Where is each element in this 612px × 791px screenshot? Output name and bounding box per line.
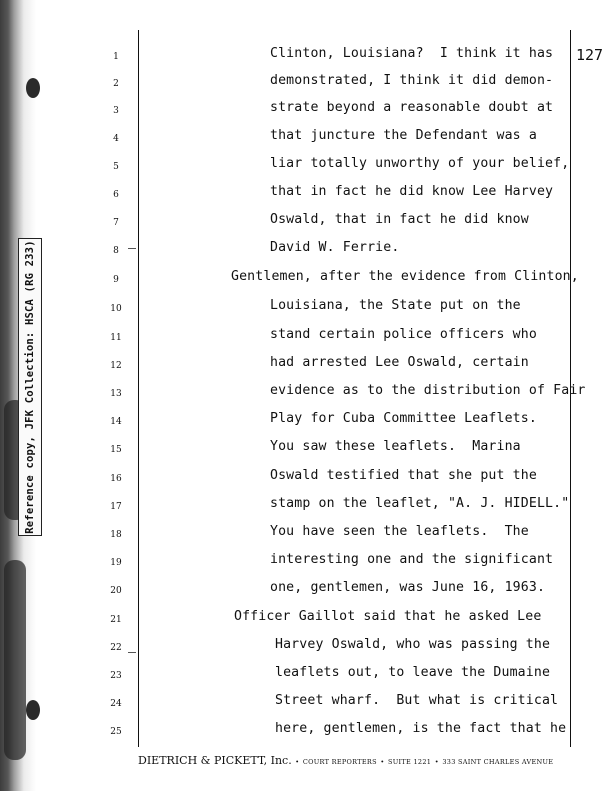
- binder-hole: [26, 78, 40, 98]
- transcript-line: Oswald, that in fact he did know: [270, 212, 529, 227]
- transcript-line: You saw these leaflets. Marina: [270, 439, 521, 454]
- line-number: 7: [113, 218, 119, 228]
- footer-separator: •: [434, 758, 439, 766]
- margin-tick: [128, 652, 136, 653]
- line-number: 17: [110, 502, 122, 512]
- transcript-line: one, gentlemen, was June 16, 1963.: [270, 580, 546, 595]
- line-number: 9: [113, 275, 119, 285]
- line-number: 1: [113, 52, 119, 62]
- line-number: 19: [110, 558, 122, 568]
- transcript-line: stamp on the leaflet, "A. J. HIDELL.": [270, 496, 570, 511]
- line-number: 12: [110, 361, 122, 371]
- footer-separator: •: [380, 758, 385, 766]
- line-number: 24: [110, 699, 122, 709]
- line-number: 2: [113, 79, 119, 89]
- line-number: 3: [113, 106, 119, 116]
- transcript-line: You have seen the leaflets. The: [270, 524, 529, 539]
- transcript-line: interesting one and the significant: [270, 552, 554, 567]
- line-number: 15: [110, 445, 122, 455]
- line-number: 16: [110, 474, 122, 484]
- line-number: 20: [110, 586, 122, 596]
- page-number: 127: [576, 46, 604, 64]
- line-number: 6: [113, 190, 119, 200]
- transcript-line: Oswald testified that she put the: [270, 468, 537, 483]
- transcript-line: Harvey Oswald, who was passing the: [275, 637, 551, 652]
- line-number: 5: [113, 162, 119, 172]
- binder-hole: [26, 700, 40, 720]
- reporter-footer: [138, 754, 569, 767]
- transcript-line: Gentlemen, after the evidence from Clinton,: [231, 269, 579, 284]
- footer-service: COURT REPORTERS: [302, 758, 377, 766]
- footer-suite: SUITE 1221: [388, 758, 432, 766]
- transcript-line: evidence as to the distribution of Fair: [270, 383, 586, 398]
- footer-address: 333 SAINT CHARLES AVENUE: [442, 758, 554, 766]
- transcript-line: strate beyond a reasonable doubt at: [270, 100, 554, 115]
- line-number: 21: [110, 615, 122, 625]
- transcript-line: David W. Ferrie.: [270, 240, 400, 255]
- line-number: 13: [110, 389, 122, 399]
- line-number: 23: [110, 671, 122, 681]
- margin-tick: [128, 248, 136, 249]
- line-number: 22: [110, 643, 122, 653]
- line-number: 8: [113, 246, 119, 256]
- transcript-line: Louisiana, the State put on the: [270, 298, 521, 313]
- transcript-line: demonstrated, I think it did demon-: [270, 73, 554, 88]
- transcript-line: Clinton, Louisiana? I think it has: [270, 46, 554, 61]
- line-number: 18: [110, 530, 122, 540]
- transcript-line: leaflets out, to leave the Dumaine: [275, 665, 551, 680]
- line-number: 14: [110, 417, 122, 427]
- transcript-line: Officer Gaillot said that he asked Lee: [234, 609, 542, 624]
- transcript-line: that juncture the Defendant was a: [270, 128, 537, 143]
- transcript-line: had arrested Lee Oswald, certain: [270, 355, 529, 370]
- transcript-line: stand certain police officers who: [270, 327, 537, 342]
- line-number: 11: [110, 333, 122, 343]
- transcript-line: that in fact he did know Lee Harvey: [270, 184, 554, 199]
- transcript-line: here, gentlemen, is the fact that he: [275, 721, 567, 736]
- footer-company: DIETRICH & PICKETT, Inc.: [138, 754, 292, 767]
- line-number: 25: [110, 727, 122, 737]
- transcript-line: Play for Cuba Committee Leaflets.: [270, 411, 537, 426]
- reference-copy-text: Reference copy, JFK Collection: HSCA (RG 233): [24, 240, 36, 534]
- transcript-line: Street wharf. But what is critical: [275, 693, 559, 708]
- transcript-line: liar totally unworthy of your belief,: [270, 156, 570, 171]
- footer-separator: •: [295, 758, 300, 766]
- reference-copy-stamp: [18, 238, 42, 536]
- line-number: 4: [113, 134, 119, 144]
- line-number: 10: [110, 304, 122, 314]
- scan-smudge: [4, 560, 26, 760]
